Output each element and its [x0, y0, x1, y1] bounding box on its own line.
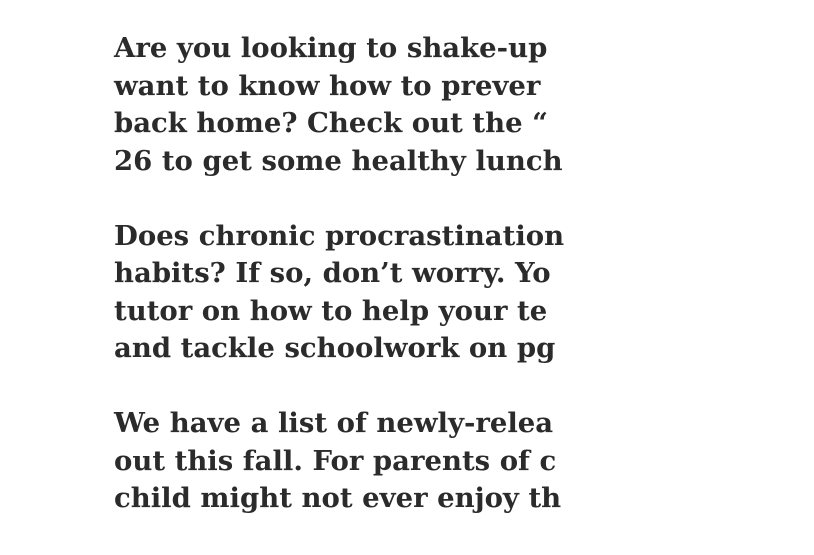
paragraph-lunch-tips: [114, 30, 814, 180]
text-line: tutor on how to help your te: [114, 294, 548, 327]
text-line: 26 to get some healthy lunch: [114, 144, 563, 177]
paragraph-new-releases: [114, 405, 814, 518]
text-line: back home? Check out the “: [114, 107, 548, 139]
text-line: and tackle schoolwork on pg: [114, 332, 556, 364]
text-line: Does chronic procrastination: [114, 219, 565, 252]
text-line: child might not ever enjoy th: [114, 482, 562, 514]
text-line: Are you looking to shake-up: [114, 32, 548, 64]
text-line: We have a list of newly-relea: [114, 407, 554, 439]
text-line: want to know how to prever: [114, 69, 541, 102]
text-line: out this fall. For parents of c: [114, 444, 557, 477]
text-line: habits? If so, don’t worry. Yo: [114, 257, 551, 289]
article-body: [114, 30, 814, 555]
paragraph-procrastination: [114, 218, 814, 368]
